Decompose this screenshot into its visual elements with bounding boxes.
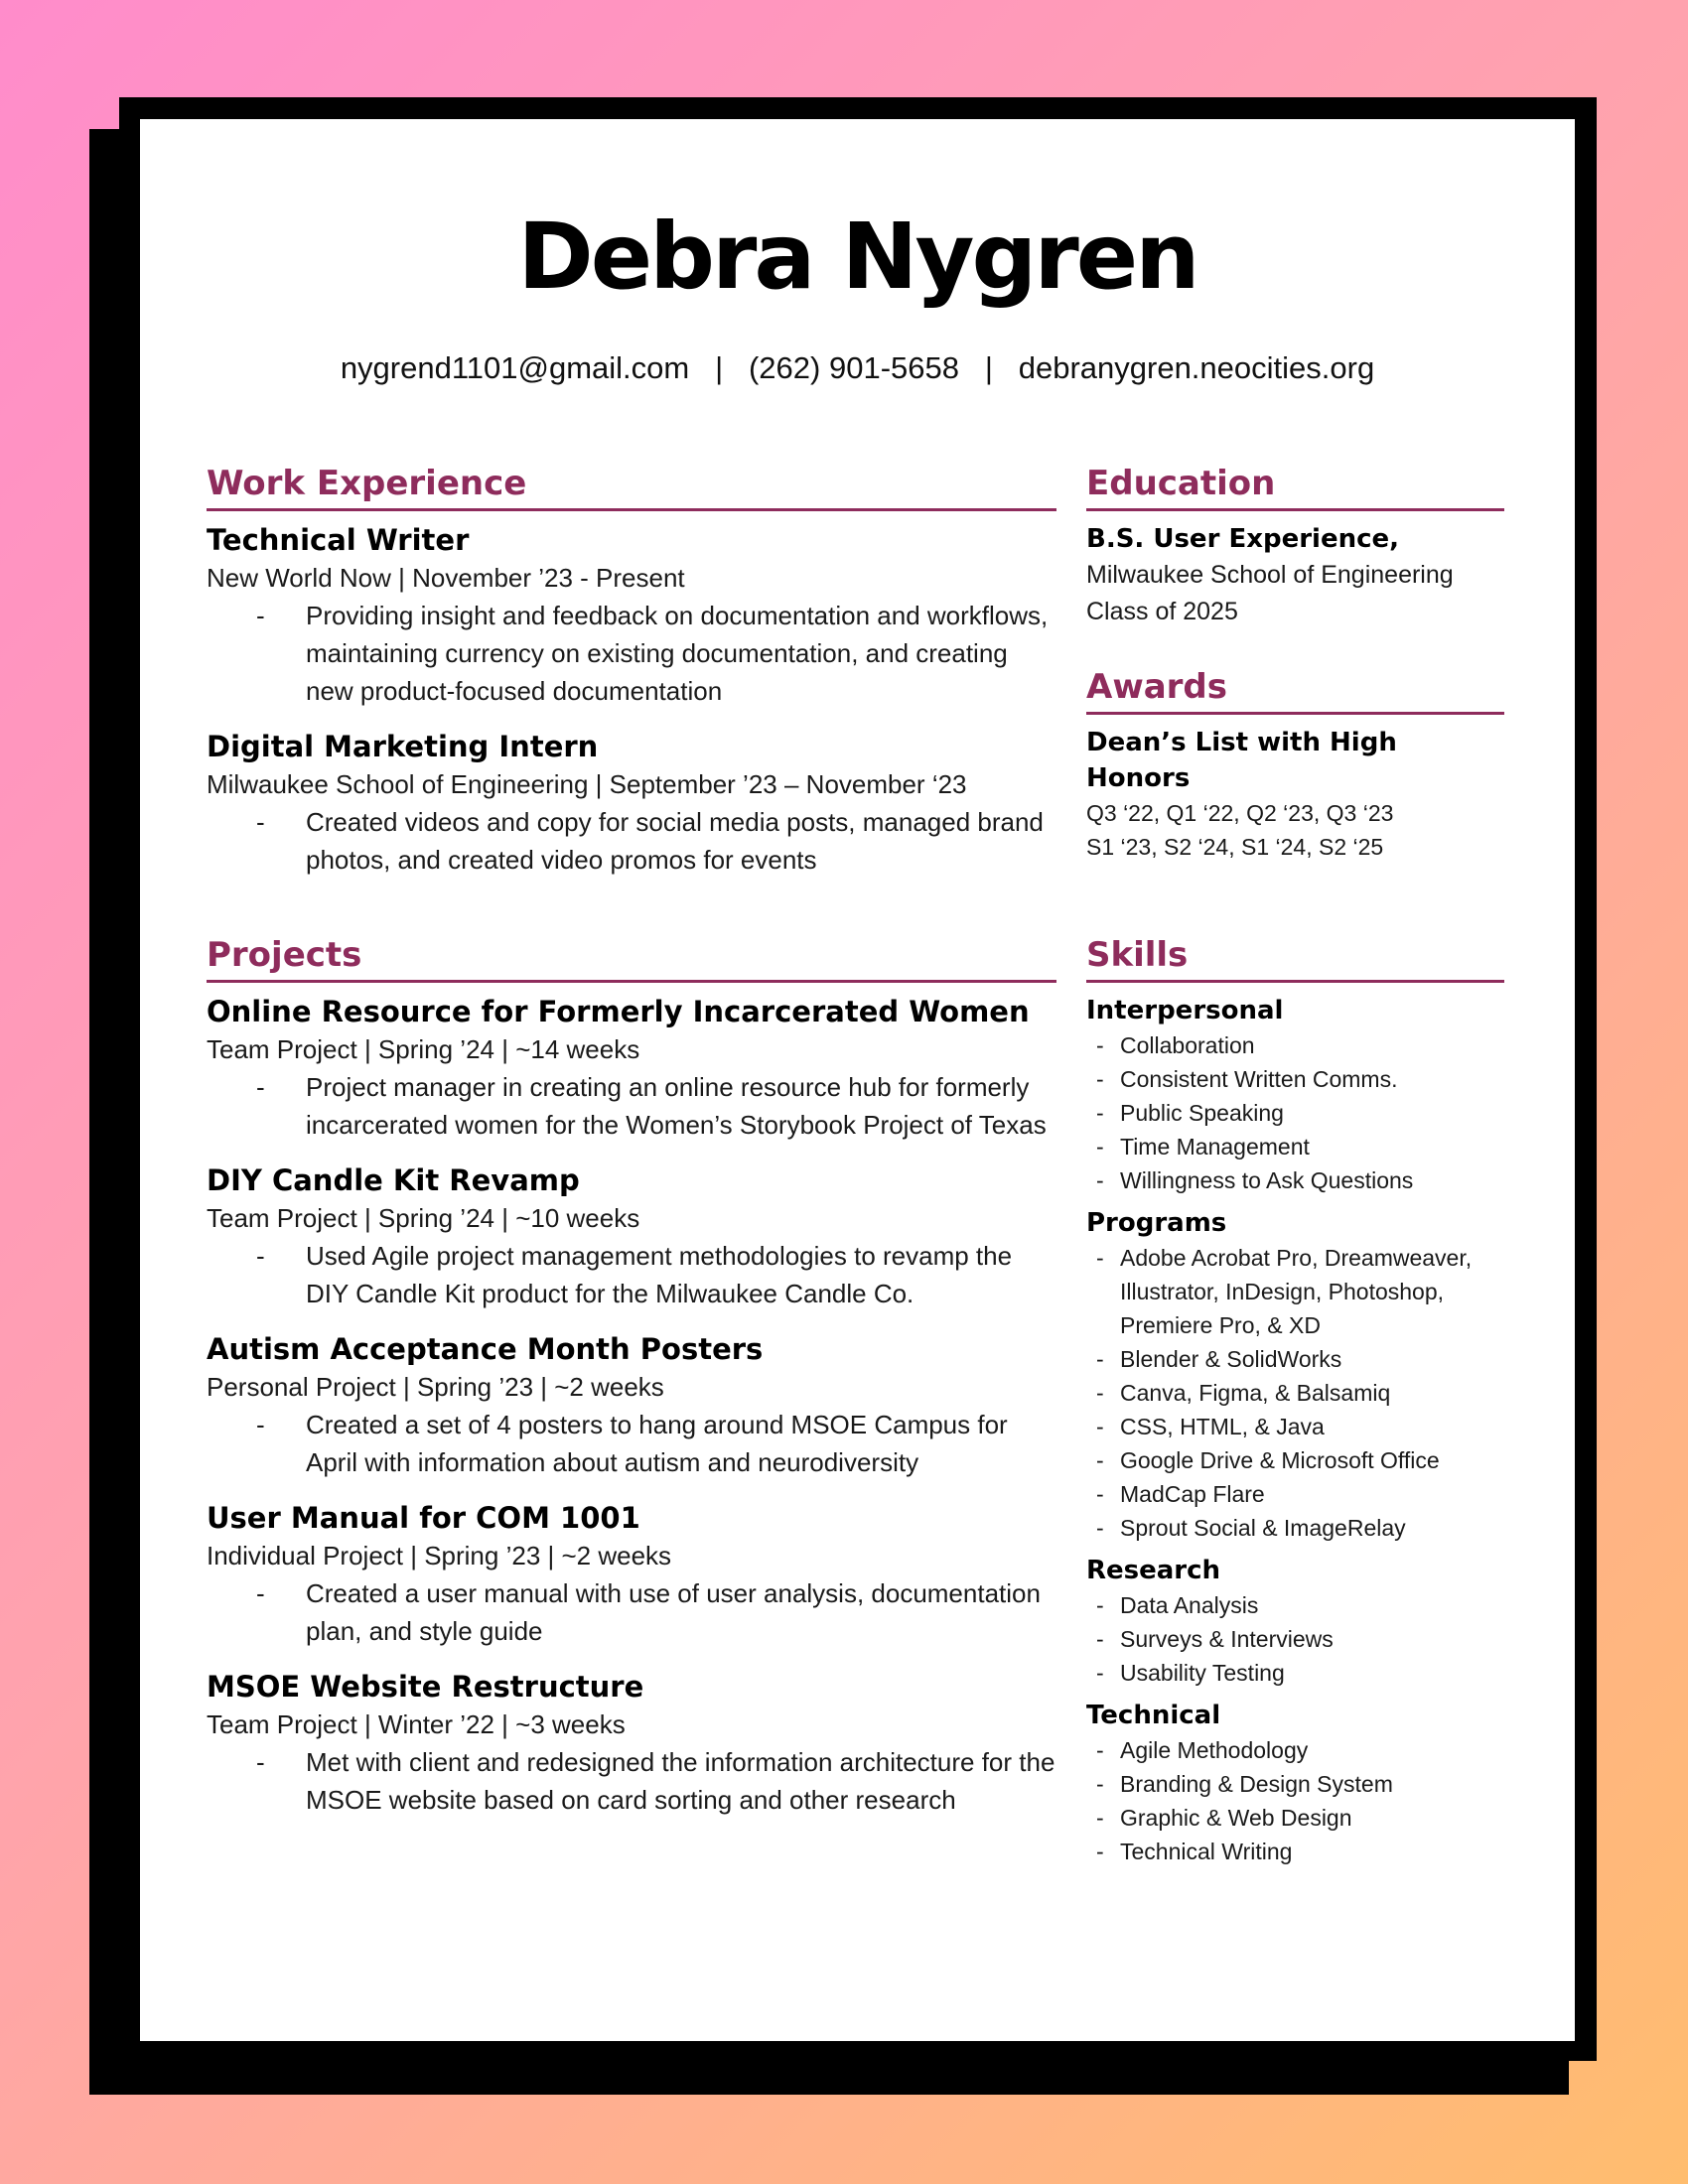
entry-bullet — [207, 1237, 1056, 1312]
skill-item — [1086, 1801, 1504, 1835]
skill-item — [1086, 1622, 1504, 1656]
award-name: Dean’s List with High Honors — [1086, 728, 1397, 793]
skill-item — [1086, 1062, 1504, 1096]
entry-subtitle: Team Project | Spring ’24 | ~10 weeks — [207, 1203, 640, 1233]
section-title-work: Work Experience — [207, 462, 1056, 511]
contact-website[interactable]: debranygren.neocities.org — [1018, 350, 1375, 385]
dash-icon: - — [1096, 1100, 1104, 1126]
dash-icon: - — [256, 1072, 265, 1102]
dash-icon: - — [256, 807, 265, 837]
skill-text: Technical Writing — [1120, 1839, 1293, 1864]
dash-icon: - — [256, 1410, 265, 1439]
dash-icon: - — [1096, 1660, 1104, 1686]
contact-phone[interactable]: (262) 901-5658 — [748, 350, 959, 385]
skill-group-interpersonal — [1086, 993, 1504, 1197]
section-title-projects: Projects — [207, 933, 1056, 983]
education-section — [1086, 462, 1504, 630]
dash-icon: - — [1096, 1771, 1104, 1797]
skill-group-programs — [1086, 1205, 1504, 1545]
dash-icon: - — [256, 601, 265, 630]
skill-item — [1086, 1443, 1504, 1477]
skill-group-title: Research — [1086, 1556, 1221, 1585]
skill-item — [1086, 1096, 1504, 1130]
awards-section — [1086, 665, 1504, 864]
skill-text: MadCap Flare — [1120, 1481, 1265, 1507]
skill-item — [1086, 1767, 1504, 1801]
entry-bullet — [207, 803, 1056, 879]
bullet-text: Providing insight and feedback on documentation and workflows, maintaining currency on existing documentation, and creating new product-focused documentation — [306, 601, 1049, 706]
entry-title: Digital Marketing Intern — [207, 730, 599, 763]
skill-group-technical — [1086, 1698, 1504, 1868]
award-terms: Q3 ‘22, Q1 ‘22, Q2 ‘23, Q3 ‘23 — [1086, 800, 1394, 826]
entry-subtitle: New World Now | November ’23 - Present — [207, 563, 685, 593]
skill-group-research — [1086, 1553, 1504, 1690]
skill-item — [1086, 1028, 1504, 1062]
skill-item — [1086, 1835, 1504, 1868]
entry-subtitle: Personal Project | Spring ’23 | ~2 weeks — [207, 1372, 664, 1402]
dash-icon: - — [256, 1241, 265, 1271]
entry-bullet — [207, 1068, 1056, 1144]
entry-subtitle: Individual Project | Spring ’23 | ~2 weeks — [207, 1541, 672, 1570]
bullet-text: Created a set of 4 posters to hang around MSOE Campus for April with information about autism and neurodiversity — [306, 1410, 1008, 1477]
project-entry — [207, 1499, 1056, 1650]
dash-icon: - — [1096, 1515, 1104, 1541]
education-school: Milwaukee School of Engineering — [1086, 561, 1454, 589]
skill-text: Consistent Written Comms. — [1120, 1066, 1398, 1092]
skill-text: Willingness to Ask Questions — [1120, 1167, 1414, 1193]
dash-icon: - — [256, 1578, 265, 1608]
projects-section — [207, 933, 1056, 1819]
bullet-text: Created a user manual with use of user analysis, documentation plan, and style guide — [306, 1578, 1041, 1646]
work-entry — [207, 521, 1056, 710]
skill-text: Agile Methodology — [1120, 1737, 1309, 1763]
skill-text: Time Management — [1120, 1134, 1310, 1160]
education-degree: B.S. User Experience, — [1086, 524, 1400, 554]
work-entry — [207, 728, 1056, 879]
skill-item — [1086, 1656, 1504, 1690]
skill-text: Graphic & Web Design — [1120, 1805, 1352, 1831]
skill-group-title: Programs — [1086, 1208, 1227, 1238]
dash-icon: - — [1096, 1167, 1104, 1193]
entry-bullet — [207, 1406, 1056, 1481]
dash-icon: - — [1096, 1447, 1104, 1473]
resume-name: Debra Nygren — [517, 204, 1197, 310]
skill-text: Data Analysis — [1120, 1592, 1259, 1618]
entry-bullet — [207, 597, 1056, 710]
dash-icon: - — [1096, 1839, 1104, 1864]
bullet-text: Met with client and redesigned the information architecture for the MSOE website based on card sorting and other research — [306, 1747, 1055, 1815]
entry-bullet — [207, 1574, 1056, 1650]
dash-icon: - — [1096, 1245, 1104, 1271]
entry-title: DIY Candle Kit Revamp — [207, 1163, 580, 1197]
bullet-text: Project manager in creating an online resource hub for formerly incarcerated women for the Women’s Storybook Project of Texas — [306, 1072, 1047, 1140]
dash-icon: - — [1096, 1481, 1104, 1507]
skill-text: Surveys & Interviews — [1120, 1626, 1334, 1652]
section-title-skills: Skills — [1086, 933, 1504, 983]
skill-group-title: Interpersonal — [1086, 996, 1284, 1025]
skill-item — [1086, 1477, 1504, 1511]
entry-subtitle: Milwaukee School of Engineering | September ’23 – November ‘23 — [207, 769, 967, 799]
entry-bullet — [207, 1743, 1056, 1819]
project-entry — [207, 993, 1056, 1144]
dash-icon: - — [1096, 1380, 1104, 1406]
skill-item — [1086, 1163, 1504, 1197]
entry-title: MSOE Website Restructure — [207, 1670, 644, 1704]
skill-item — [1086, 1511, 1504, 1545]
resume-page — [140, 119, 1575, 2041]
skill-text: Sprout Social & ImageRelay — [1120, 1515, 1406, 1541]
skill-text: Usability Testing — [1120, 1660, 1285, 1686]
entry-subtitle: Team Project | Winter ’22 | ~3 weeks — [207, 1709, 626, 1739]
skill-text: Google Drive & Microsoft Office — [1120, 1447, 1440, 1473]
project-entry — [207, 1668, 1056, 1819]
section-title-education: Education — [1086, 462, 1504, 511]
skill-item — [1086, 1376, 1504, 1410]
contact-separator: | — [984, 350, 993, 385]
entry-title: Autism Acceptance Month Posters — [207, 1332, 764, 1366]
contact-separator: | — [715, 350, 724, 385]
bullet-text: Created videos and copy for social media posts, managed brand photos, and created video promos for events — [306, 807, 1044, 875]
dash-icon: - — [1096, 1346, 1104, 1372]
dash-icon: - — [1096, 1626, 1104, 1652]
skill-text: Adobe Acrobat Pro, Dreamweaver, Illustrator, InDesign, Photoshop, Premiere Pro, & XD — [1120, 1245, 1473, 1338]
skill-text: CSS, HTML, & Java — [1120, 1414, 1325, 1439]
skill-item — [1086, 1342, 1504, 1376]
skill-item — [1086, 1410, 1504, 1443]
entry-title: Online Resource for Formerly Incarcerated Women — [207, 995, 1030, 1028]
skill-text: Public Speaking — [1120, 1100, 1284, 1126]
entry-title: Technical Writer — [207, 523, 470, 557]
contact-line — [140, 350, 1575, 386]
skill-text: Blender & SolidWorks — [1120, 1346, 1342, 1372]
education-class: Class of 2025 — [1086, 598, 1238, 625]
dash-icon: - — [1096, 1414, 1104, 1439]
skill-item — [1086, 1241, 1504, 1342]
dash-icon: - — [1096, 1032, 1104, 1058]
dash-icon: - — [1096, 1134, 1104, 1160]
skill-item — [1086, 1733, 1504, 1767]
dash-icon: - — [1096, 1592, 1104, 1618]
dash-icon: - — [1096, 1805, 1104, 1831]
section-title-awards: Awards — [1086, 665, 1504, 715]
award-terms: S1 ‘23, S2 ‘24, S1 ‘24, S2 ‘25 — [1086, 834, 1384, 860]
entry-subtitle: Team Project | Spring ’24 | ~14 weeks — [207, 1034, 640, 1064]
skill-text: Collaboration — [1120, 1032, 1255, 1058]
skill-item — [1086, 1130, 1504, 1163]
skill-text: Branding & Design System — [1120, 1771, 1393, 1797]
bullet-text: Used Agile project management methodologies to revamp the DIY Candle Kit product for the Milwaukee Candle Co. — [306, 1241, 1013, 1308]
dash-icon: - — [256, 1747, 265, 1777]
contact-email[interactable]: nygrend1101@gmail.com — [340, 350, 690, 385]
project-entry — [207, 1161, 1056, 1312]
project-entry — [207, 1330, 1056, 1481]
work-experience-section — [207, 462, 1056, 879]
skill-text: Canva, Figma, & Balsamiq — [1120, 1380, 1391, 1406]
skills-section — [1086, 933, 1504, 1868]
skill-item — [1086, 1588, 1504, 1622]
skill-group-title: Technical — [1086, 1701, 1221, 1730]
entry-title: User Manual for COM 1001 — [207, 1501, 640, 1535]
dash-icon: - — [1096, 1066, 1104, 1092]
dash-icon: - — [1096, 1737, 1104, 1763]
